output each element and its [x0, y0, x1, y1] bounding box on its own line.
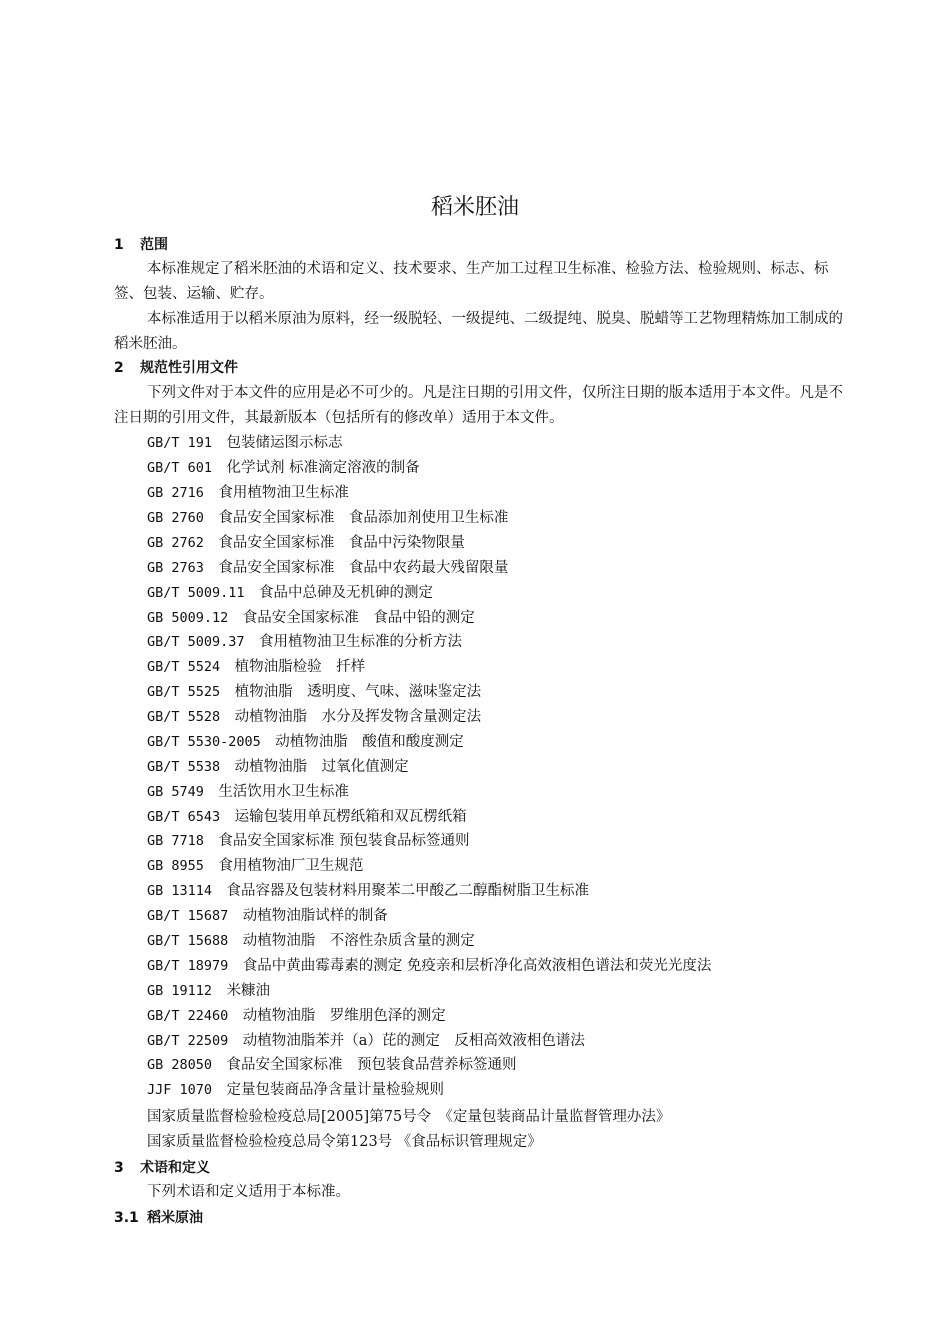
reference-item — [147, 881, 589, 901]
reference-code: GB 2762 — [147, 535, 204, 551]
reference-title: 动植物油脂 过氧化值测定 — [234, 759, 409, 775]
reference-title: 植物油脂 透明度、气味、滋味鉴定法 — [234, 684, 482, 700]
reference-item — [147, 981, 270, 1001]
reference-code: GB/T 18979 — [147, 958, 229, 974]
reference-title: 食品安全国家标准 预包装食品标签通则 — [218, 833, 470, 849]
section-1-heading — [114, 235, 168, 255]
reference-code: GB/T 5528 — [147, 709, 221, 725]
reference-item — [147, 1006, 446, 1026]
section-number: 3 — [114, 1160, 124, 1176]
reference-title: 植物油脂检验 扦样 — [234, 659, 366, 675]
reference-item — [147, 1031, 585, 1051]
section-3-heading — [114, 1158, 210, 1178]
reference-title: 动植物油脂苯并（a）芘的测定 反相高效液相色谱法 — [242, 1033, 585, 1049]
reference-title: 食品安全国家标准 食品中铅的测定 — [242, 610, 475, 626]
reference-title: 定量包装商品净含量计量检验规则 — [226, 1082, 445, 1098]
reference-item — [147, 458, 420, 478]
reference-title: 食用植物油卫生标准的分析方法 — [259, 634, 463, 650]
reference-code: GB 19112 — [147, 983, 213, 999]
reference-item — [147, 782, 349, 802]
reference-code: GB 2760 — [147, 510, 204, 526]
reference-title: 食品安全国家标准 预包装食品营养标签通则 — [226, 1057, 517, 1073]
reference-item — [147, 757, 409, 777]
reference-item — [147, 608, 475, 628]
reference-title: 动植物油脂 酸值和酸度测定 — [275, 734, 464, 750]
reference-title: 食用植物油厂卫生规范 — [218, 858, 364, 874]
reference-title: 食品安全国家标准 食品中污染物限量 — [218, 535, 465, 551]
reference-title: 生活饮用水卫生标准 — [218, 784, 349, 800]
reference-code: GB/T 5009.11 — [147, 585, 245, 601]
reference-code: GB/T 5009.37 — [147, 634, 245, 650]
reference-title: 食品安全国家标准 食品添加剂使用卫生标准 — [218, 510, 509, 526]
reference-title: 食用植物油卫生标准 — [218, 485, 349, 501]
section-title: 规范性引用文件 — [140, 360, 238, 376]
reference-title: 动植物油脂试样的制备 — [242, 908, 388, 924]
reference-title: 食品中总砷及无机砷的测定 — [259, 585, 434, 601]
terms-intro-paragraph: 下列术语和定义适用于本标准。 — [147, 1184, 350, 1200]
reference-item — [147, 533, 465, 553]
reference-item — [147, 931, 475, 951]
reference-code: GB 2763 — [147, 560, 204, 576]
references-intro-paragraph: 下列文件对于本文件的应用是必不可少的。凡是注日期的引用文件，仅所注日期的版本适用于本文件。凡是不注日期的引用文件，其最新版本（包括所有的修改单）适用于本文件。 — [114, 385, 843, 426]
reference-item — [147, 1055, 517, 1075]
reference-code: GB 5009.12 — [147, 610, 229, 626]
reference-code: GB/T 22509 — [147, 1033, 229, 1049]
reference-code: GB/T 601 — [147, 460, 213, 476]
reference-code: GB/T 191 — [147, 435, 213, 451]
reference-item — [147, 856, 363, 876]
decree-item: 国家质量监督检验检疫总局令第123号 《食品标识管理规定》 — [147, 1134, 542, 1150]
reference-code: GB/T 15688 — [147, 933, 229, 949]
section-2-heading — [114, 358, 238, 378]
reference-item — [147, 483, 349, 503]
reference-code: GB 13114 — [147, 883, 213, 899]
reference-title: 运输包装用单瓦楞纸箱和双瓦楞纸箱 — [234, 809, 467, 825]
reference-title: 动植物油脂 不溶性杂质含量的测定 — [242, 933, 475, 949]
section-number: 1 — [114, 237, 124, 253]
reference-title: 食品安全国家标准 食品中农药最大残留限量 — [218, 560, 509, 576]
section-title: 范围 — [140, 237, 168, 253]
reference-item — [147, 632, 462, 652]
reference-title: 动植物油脂 水分及挥发物含量测定法 — [234, 709, 482, 725]
reference-item — [147, 433, 343, 453]
reference-item — [147, 732, 464, 752]
scope-paragraph-2: 本标准适用于以稻米原油为原料，经一级脱轻、一级提纯、二级提纯、脱臭、脱蜡等工艺物理精炼加工制成的稻米胚油。 — [114, 311, 843, 352]
reference-item — [147, 508, 508, 528]
section-number: 2 — [114, 360, 124, 376]
section-title: 术语和定义 — [140, 1160, 210, 1176]
decree-item: 国家质量监督检验检疫总局[2005]第75号令 《定量包装商品计量监督管理办法》 — [147, 1109, 671, 1125]
reference-code: GB 28050 — [147, 1057, 213, 1073]
reference-item — [147, 682, 481, 702]
reference-code: GB 7718 — [147, 833, 204, 849]
reference-code: GB/T 15687 — [147, 908, 229, 924]
reference-code: GB/T 5530-2005 — [147, 734, 261, 750]
reference-code: GB/T 5538 — [147, 759, 221, 775]
section-number: 3.1 — [114, 1210, 139, 1226]
reference-code: GB 8955 — [147, 858, 204, 874]
reference-title: 包装储运图示标志 — [226, 435, 343, 451]
reference-code: GB 2716 — [147, 485, 204, 501]
reference-code: GB/T 5524 — [147, 659, 221, 675]
reference-title: 米糠油 — [226, 983, 271, 999]
reference-item — [147, 1080, 444, 1100]
reference-code: GB 5749 — [147, 784, 204, 800]
reference-title: 动植物油脂 罗维朋色泽的测定 — [242, 1008, 446, 1024]
reference-code: GB/T 22460 — [147, 1008, 229, 1024]
section-title: 稻米原油 — [147, 1210, 203, 1226]
reference-item — [147, 906, 388, 926]
reference-item — [147, 956, 711, 976]
reference-title: 食品中黄曲霉毒素的测定 免疫亲和层析净化高效液相色谱法和荧光光度法 — [242, 958, 712, 974]
reference-item — [147, 657, 365, 677]
reference-item — [147, 807, 467, 827]
scope-paragraph-1: 本标准规定了稻米胚油的术语和定义、技术要求、生产加工过程卫生标准、检验方法、检验规则、标志、标签、包装、运输、贮存。 — [114, 261, 829, 302]
document-title: 稻米胚油 — [430, 195, 519, 220]
reference-item — [147, 707, 481, 727]
reference-code: GB/T 5525 — [147, 684, 221, 700]
reference-item — [147, 831, 470, 851]
section-3-1-heading — [114, 1208, 203, 1228]
reference-item — [147, 583, 433, 603]
reference-title: 食品容器及包装材料用聚苯二甲酸乙二醇酯树脂卫生标准 — [226, 883, 590, 899]
reference-code: JJF 1070 — [147, 1082, 213, 1098]
reference-item — [147, 558, 508, 578]
reference-title: 化学试剂 标准滴定溶液的制备 — [226, 460, 420, 476]
reference-code: GB/T 6543 — [147, 809, 221, 825]
